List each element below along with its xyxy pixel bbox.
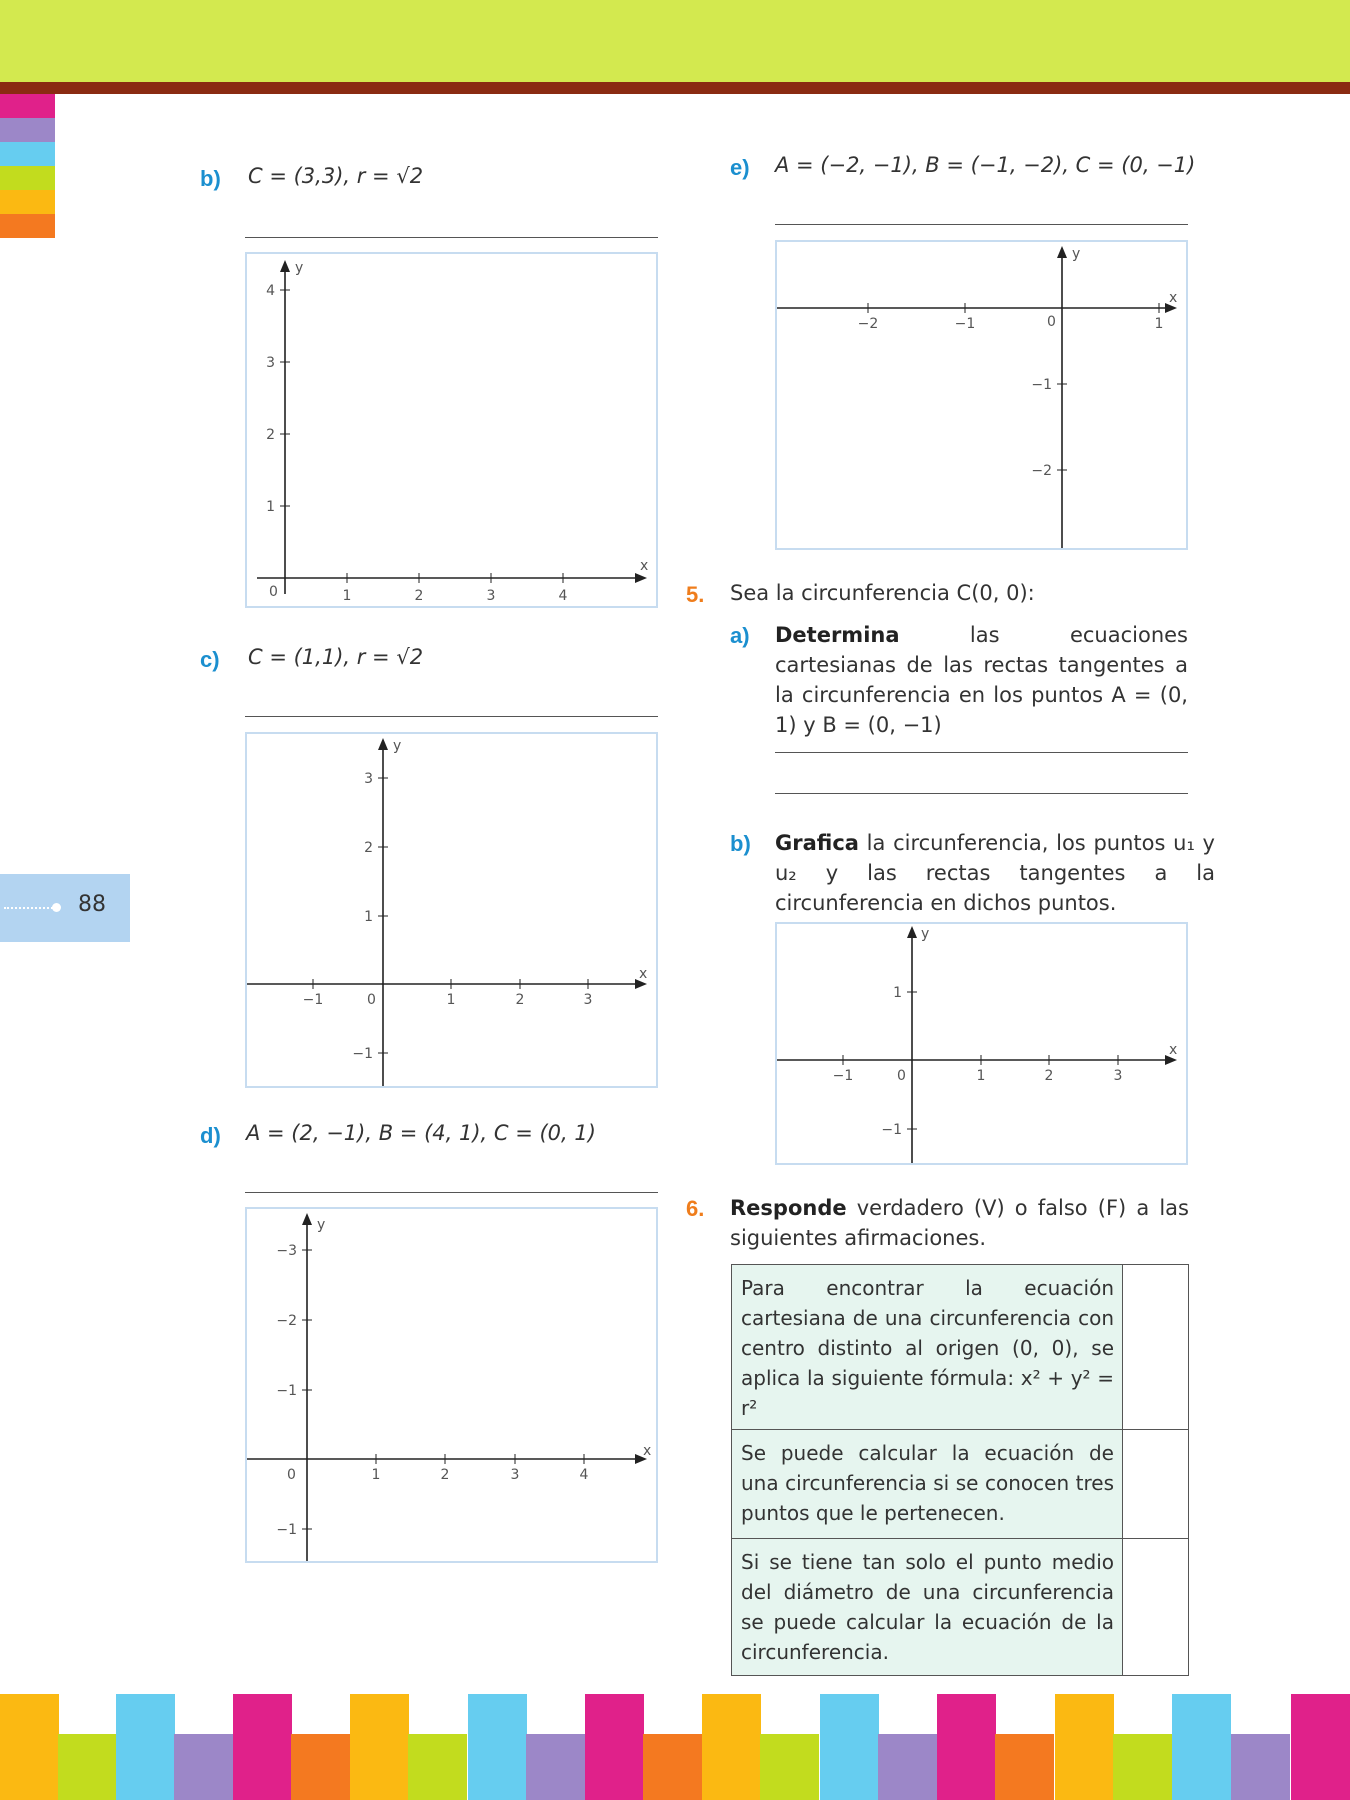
graph-b-y-label: y <box>295 260 304 276</box>
graph-c-x-tick: 1 <box>446 992 456 1008</box>
answer-line <box>775 793 1188 794</box>
graph-d-y-tick: −2 <box>276 1313 297 1329</box>
graph-c-x-tick: 3 <box>583 992 593 1008</box>
item-e-label: e) <box>730 155 750 180</box>
question-5b-body: la circunferencia, los puntos u₁ y u₂ y las rectas tangentes a la circunferencia en dichos puntos. <box>775 831 1215 915</box>
bottom-bar <box>526 1734 585 1800</box>
bottom-bar <box>878 1734 937 1800</box>
bottom-bar <box>1113 1734 1172 1800</box>
true-false-table <box>731 1264 1189 1676</box>
bottom-bar <box>58 1734 117 1800</box>
question-5b-text <box>775 828 1215 918</box>
bottom-bar <box>820 1694 879 1800</box>
graph-b-x-label: x <box>640 558 649 574</box>
bottom-bar <box>1291 1694 1350 1800</box>
graph-5b-y-tick: 1 <box>893 985 902 1001</box>
graph-5b-x-tick: 1 <box>976 1068 986 1084</box>
bottom-bar <box>937 1694 996 1800</box>
graph-c-origin: 0 <box>367 992 376 1008</box>
statement-cell: Si se tiene tan solo el punto medio del diámetro de una circunferencia se puede calcular la ecuación de la circunferencia. <box>732 1539 1123 1676</box>
bottom-bar <box>408 1734 467 1800</box>
bottom-bar <box>1231 1734 1290 1800</box>
side-tab <box>0 190 55 214</box>
graph-5b-x-tick: 3 <box>1113 1068 1123 1084</box>
answer-line <box>245 716 658 717</box>
graph-c-y-tick: 3 <box>364 771 373 787</box>
answer-cell[interactable] <box>1123 1430 1189 1539</box>
item-b-label: b) <box>200 166 221 191</box>
item-b-formula: C = (3,3), r = √2 <box>248 164 424 188</box>
graph-e-x-tick: −1 <box>954 316 976 332</box>
question-5b-label: b) <box>730 831 751 856</box>
bottom-bar <box>116 1694 175 1800</box>
table-row <box>732 1430 1189 1539</box>
graph-c-x-tick: 2 <box>515 992 525 1008</box>
graph-5b-x-tick: −1 <box>832 1068 854 1084</box>
question-5a-body: las ecuaciones cartesianas de las rectas tangentes a la circunferencia en los puntos A = (0, 1) y B = (0, −1) <box>775 623 1188 737</box>
graph-b-x-tick: 4 <box>558 588 568 604</box>
bottom-bar <box>1172 1694 1231 1800</box>
question-5-text: Sea la circunferencia C(0, 0): <box>730 581 1035 605</box>
statement-cell: Para encontrar la ecuación cartesiana de una circunferencia con centro distinto al origen (0, 0), se aplica la siguiente fórmula: x² + y² = r² <box>732 1265 1123 1430</box>
bottom-bar <box>468 1694 527 1800</box>
side-tab <box>0 214 55 238</box>
graph-c-y-tick: 1 <box>364 909 373 925</box>
answer-line <box>775 752 1188 753</box>
answer-line <box>245 237 658 238</box>
bottom-bar <box>702 1694 761 1800</box>
question-5-number: 5. <box>686 582 705 607</box>
graph-5b-y-tick: −1 <box>881 1122 902 1138</box>
graph-e-x-tick: 1 <box>1154 316 1164 332</box>
page-number-box <box>0 874 130 942</box>
question-5a-label: a) <box>730 623 750 648</box>
graph-b-x-tick: 2 <box>414 588 424 604</box>
graph-b[interactable] <box>245 252 658 608</box>
side-tab <box>0 118 55 142</box>
statement-cell: Se puede calcular la ecuación de una circunferencia si se conocen tres puntos que le pertenecen. <box>732 1430 1123 1539</box>
graph-d-y-tick: −1 <box>276 1383 297 1399</box>
graph-e-y-tick: −2 <box>1031 463 1052 479</box>
graph-e-origin: 0 <box>1047 314 1056 330</box>
graph-c-y-tick: −1 <box>352 1046 373 1062</box>
graph-d-x-tick: 1 <box>371 1467 381 1483</box>
question-5a-verb: Determina <box>775 623 900 647</box>
graph-d-y-label: y <box>317 1217 326 1233</box>
question-5b-verb: Grafica <box>775 831 859 855</box>
graph-5b[interactable] <box>775 922 1188 1165</box>
graph-c-x-label: x <box>639 966 648 982</box>
question-5a-text <box>775 620 1188 740</box>
graph-e-y-tick: −1 <box>1031 377 1052 393</box>
graph-e-y-label: y <box>1072 246 1081 262</box>
graph-d-x-label: x <box>643 1443 652 1459</box>
bottom-bar <box>0 1694 59 1800</box>
question-6-number: 6. <box>686 1196 705 1221</box>
graph-b-y-tick: 3 <box>266 355 275 371</box>
bottom-bar <box>291 1734 350 1800</box>
graph-b-x-tick: 3 <box>486 588 496 604</box>
bottom-bar <box>233 1694 292 1800</box>
bottom-bar <box>995 1734 1054 1800</box>
graph-d-y-tick: −1 <box>276 1522 297 1538</box>
bottom-bar <box>350 1694 409 1800</box>
graph-b-y-tick: 1 <box>266 499 275 515</box>
question-6-text <box>730 1193 1189 1253</box>
side-tab <box>0 166 55 190</box>
graph-b-x-tick: 1 <box>342 588 352 604</box>
graph-d-x-tick: 2 <box>440 1467 450 1483</box>
graph-e[interactable] <box>775 240 1188 550</box>
page-number: 88 <box>78 892 106 917</box>
graph-d-x-tick: 4 <box>579 1467 589 1483</box>
answer-cell[interactable] <box>1123 1539 1189 1676</box>
graph-d-y-tick: −3 <box>276 1243 297 1259</box>
table-row <box>732 1539 1189 1676</box>
answer-cell[interactable] <box>1123 1265 1189 1430</box>
header-band <box>0 0 1350 82</box>
graph-c-y-tick: 2 <box>364 840 373 856</box>
graph-d[interactable] <box>245 1207 658 1563</box>
graph-c-y-label: y <box>393 738 402 754</box>
question-6-body: verdadero (V) o falso (F) a las siguientes afirmaciones. <box>730 1196 1189 1250</box>
item-c-formula: C = (1,1), r = √2 <box>248 645 424 669</box>
bottom-bar <box>174 1734 233 1800</box>
graph-e-x-label: x <box>1169 290 1178 306</box>
table-row <box>732 1265 1189 1430</box>
graph-d-x-tick: 3 <box>510 1467 520 1483</box>
item-d-formula: A = (2, −1), B = (4, 1), C = (0, 1) <box>246 1121 596 1145</box>
graph-5b-x-tick: 2 <box>1044 1068 1054 1084</box>
side-tab <box>0 142 55 166</box>
graph-c[interactable] <box>245 732 658 1088</box>
bottom-bar <box>585 1694 644 1800</box>
bottom-bar <box>760 1734 819 1800</box>
graph-5b-y-label: y <box>921 926 930 942</box>
graph-b-origin: 0 <box>269 584 278 600</box>
item-e-formula: A = (−2, −1), B = (−1, −2), C = (0, −1) <box>775 153 1196 177</box>
side-tab <box>0 94 55 118</box>
graph-b-y-tick: 2 <box>266 427 275 443</box>
item-d-label: d) <box>200 1123 221 1148</box>
graph-5b-origin: 0 <box>897 1068 906 1084</box>
answer-line <box>245 1192 658 1193</box>
graph-b-y-tick: 4 <box>266 283 275 299</box>
graph-c-x-tick: −1 <box>302 992 324 1008</box>
bottom-bar <box>643 1734 702 1800</box>
bottom-bar <box>1055 1694 1114 1800</box>
header-stripe <box>0 82 1350 94</box>
graph-e-x-tick: −2 <box>857 316 879 332</box>
answer-line <box>775 224 1188 225</box>
question-6-verb: Responde <box>730 1196 847 1220</box>
item-c-label: c) <box>200 647 220 672</box>
graph-5b-x-label: x <box>1169 1042 1178 1058</box>
graph-d-origin: 0 <box>287 1467 296 1483</box>
